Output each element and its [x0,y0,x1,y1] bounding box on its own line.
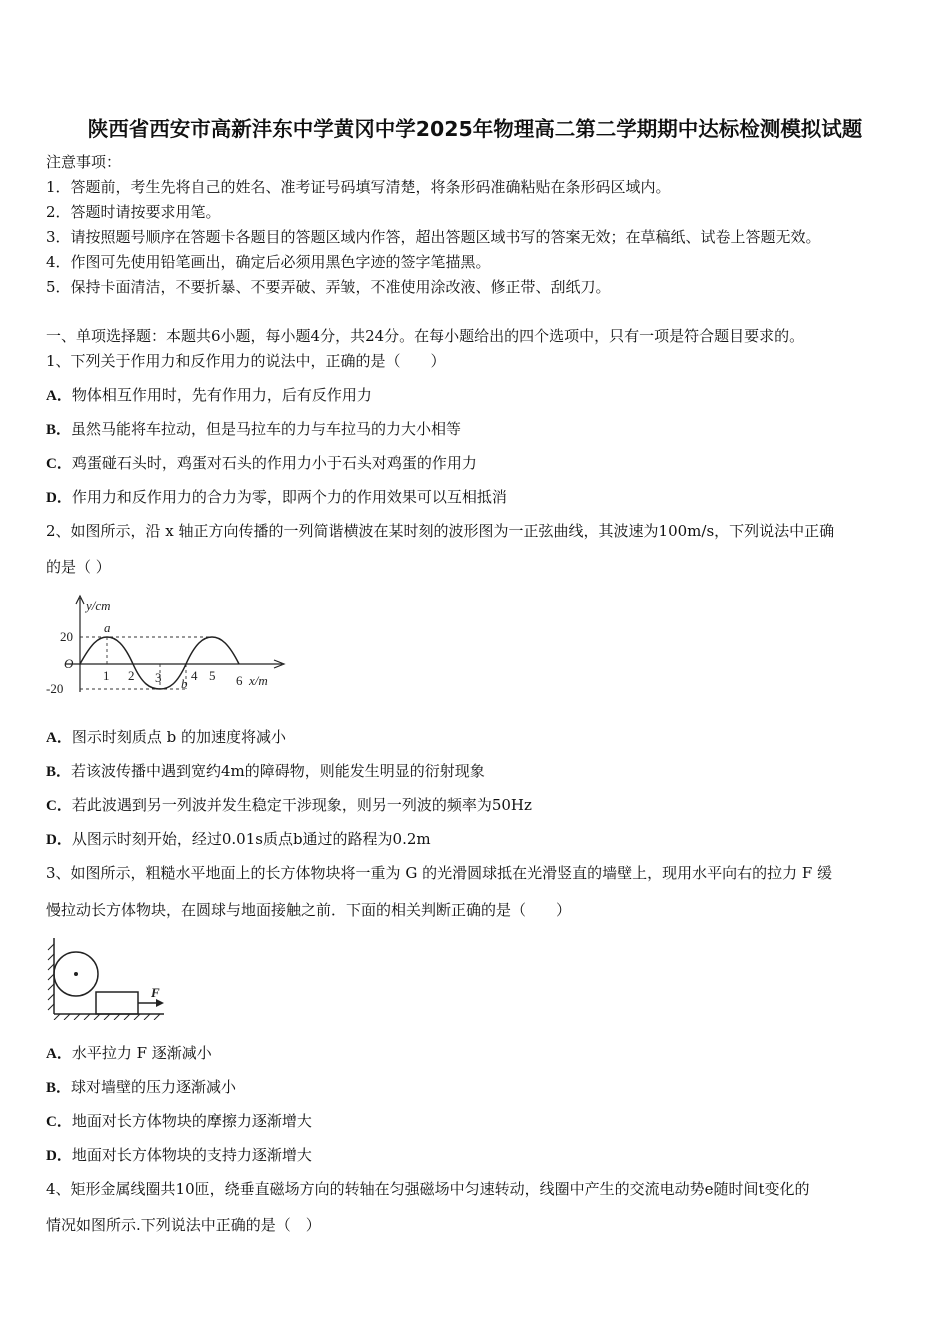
x-tick-label: 6 [236,673,243,688]
option-text: 作用力和反作用力的合力为零，即两个力的作用效果可以互相抵消 [71,488,507,506]
page-title: 陕西省西安市高新沣东中学黄冈中学2025年物理高二第二学期期中达标检测模拟试题 [87,117,863,141]
notice-heading: 注意事项： [46,153,122,171]
option-letter: C． [46,456,72,472]
x-tick-label: 4 [191,668,198,683]
option-letter: C． [46,798,72,814]
x-tick-label: 2 [128,668,135,683]
option-letter: A． [46,1046,72,1062]
option-text: 地面对长方体物块的支持力逐渐增大 [71,1146,312,1164]
question-2-option-a [46,727,286,748]
notice-item: 1．答题前，考生先将自己的姓名、准考证号码填写清楚，将条形码准确粘贴在条形码区域内。 [46,178,671,196]
x-tick-label: 5 [209,668,216,683]
x-axis-label: x/m [249,673,268,688]
x-tick-label: 3 [155,670,162,685]
option-text: 从图示时刻开始，经过0.01s质点b通过的路程为0.2m [71,830,431,848]
y-tick-positive: 20 [60,629,73,644]
option-text: 若该波传播中遇到宽约4m的障碍物，则能发生明显的衍射现象 [71,762,485,780]
question-1-option-b [46,419,461,440]
option-letter: B． [46,1080,72,1096]
option-letter: B． [46,422,72,438]
option-letter: D． [46,1148,72,1164]
question-3-option-d [46,1145,312,1166]
question-4-stem-cont: 情况如图所示.下列说法中正确的是（ ） [46,1216,321,1234]
question-2-stem: 2、如图所示，沿 x 轴正方向传播的一列简谐横波在某时刻的波形图为一正弦曲线，其波速为100m/s，下列说法中正确 [46,522,835,540]
force-label: F [151,985,160,1000]
option-text: 鸡蛋碰石头时，鸡蛋对石头的作用力小于石头对鸡蛋的作用力 [71,454,477,472]
option-letter: C． [46,1114,72,1130]
wall-hatching [48,944,54,1010]
option-text: 水平拉力 F 逐渐减小 [71,1044,212,1062]
wave-graph-figure [46,592,291,702]
question-1-option-a [46,385,372,406]
option-letter: A． [46,388,72,404]
y-axis-label: y/cm [86,598,111,613]
question-1-option-d [46,487,507,508]
notice-item: 2．答题时请按要求用笔。 [46,203,221,221]
question-3-option-c [46,1111,312,1132]
option-text: 图示时刻质点 b 的加速度将减小 [71,728,286,746]
question-3-option-a [46,1043,212,1064]
question-3-stem: 3、如图所示，粗糙水平地面上的长方体物块将一重为 G 的光滑圆球抵在光滑竖直的墙壁上，现用水平向右的拉力 F 缓 [46,864,833,882]
ball-center-dot [74,972,78,976]
option-letter: D． [46,490,72,506]
ball-block-figure [46,934,176,1020]
point-b-label: b [181,676,188,691]
x-tick-label: 1 [103,668,110,683]
origin-label: O [64,656,74,671]
question-2-option-c [46,795,532,816]
question-2-option-d [46,829,431,850]
option-text: 地面对长方体物块的摩擦力逐渐增大 [71,1112,312,1130]
question-4-stem: 4、矩形金属线圈共10匝，绕垂直磁场方向的转轴在匀强磁场中匀速转动，线圈中产生的交流电动势e随时间t变化的 [46,1180,810,1198]
option-text: 虽然马能将车拉动，但是马拉车的力与车拉马的力大小相等 [71,420,462,438]
option-letter: D． [46,832,72,848]
question-2-option-b [46,761,485,782]
point-a-label: a [104,620,111,635]
question-1-stem: 1、下列关于作用力和反作用力的说法中，正确的是（ ） [46,352,446,370]
question-2-stem-cont: 的是（ ） [46,558,111,576]
option-text: 物体相互作用时，先有作用力，后有反作用力 [71,386,372,404]
block-rect [96,992,138,1014]
notice-item: 4．作图可先使用铅笔画出，确定后必须用黑色字迹的签字笔描黑。 [46,253,491,271]
ground-hatching [54,1014,160,1020]
y-tick-negative: -20 [46,681,64,696]
option-letter: B． [46,764,72,780]
force-arrowhead [156,999,164,1007]
question-1-option-c [46,453,477,474]
question-3-stem-cont: 慢拉动长方体物块，在圆球与地面接触之前．下面的相关判断正确的是（ ） [46,901,572,919]
notice-item: 3．请按照题号顺序在答题卡各题目的答题区域内作答，超出答题区域书写的答案无效；在草稿纸、试卷上答题无效。 [46,228,821,246]
section-heading: 一、单项选择题：本题共6小题，每小题4分，共24分。在每小题给出的四个选项中，只有一项是符合题目要求的。 [46,327,805,345]
notice-item: 5．保持卡面清洁，不要折暴、不要弄破、弄皱，不准使用涂改液、修正带、刮纸刀。 [46,278,611,296]
option-text: 球对墙壁的压力逐渐减小 [71,1078,237,1096]
question-3-option-b [46,1077,236,1098]
option-letter: A． [46,730,72,746]
option-text: 若此波遇到另一列波并发生稳定干涉现象，则另一列波的频率为50Hz [71,796,532,814]
